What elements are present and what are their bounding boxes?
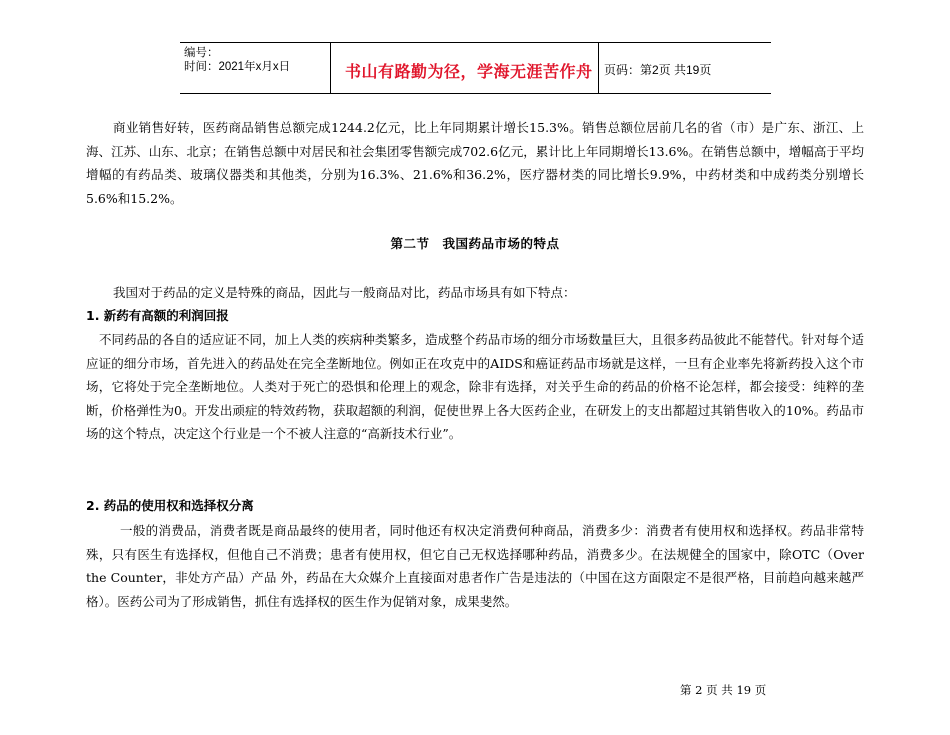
page-header <box>180 42 771 94</box>
number-label: 编号： <box>184 47 219 59</box>
paragraph-sales: 商业销售好转，医药商品销售总额完成1244.2亿元，比上年同期累计增长15.3%。销售总额位居前几名的省（市）是广东、浙江、上海、江苏、山东、北京；在销售总额中对居民和社会集团零售额完成702.6亿元，累计比上年同期增长13.6%。在销售总额中，增幅高于平均增幅的有药品类、玻璃仪器类和其他类，分别为16.3%、21.6%和36.2%，医疗器材类的同比增长9.9%，中药材类和中成药类分别增长5.6%和15.2%。 <box>86 120 864 206</box>
heading-1: 1. 新药有高额的利润回报 <box>86 308 229 323</box>
paragraph-rights: 一般的消费品，消费者既是商品最终的使用者，同时他还有权决定消费何种商品，消费多少：消费者有使用权和选择权。药品非常特殊，只有医生有选择权，但他自己不消费；患者有使用权，但它自己无权选择哪种药品，消费多少。在法规健全的国家中，除OTC（Over the Counter，非处方产品）产品 外，药品在大众媒介上直接面对患者作广告是违法的（中国在这方面限定不是很严格，目前趋向越来越严格）。医药公司为了形成销售，抓住有选择权的医生作为促销对象，成果斐然。 <box>86 523 864 609</box>
header-info-cell <box>180 43 330 93</box>
heading-2: 2. 药品的使用权和选择权分离 <box>86 498 254 513</box>
paragraph-intro: 我国对于药品的定义是特殊的商品，因此与一般商品对比，药品市场具有如下特点： <box>113 285 576 300</box>
motto-text: 书山有路勤为径，学海无涯苦作舟 <box>345 62 593 81</box>
section-title: 第二节 我国药品市场的特点 <box>390 236 560 251</box>
header-motto-cell <box>330 43 599 93</box>
footer-page-label: 第 2 页 共 19 页 <box>680 683 767 697</box>
header-page-label: 页码：第2页 共19页 <box>604 63 712 77</box>
time-label: 时间：2021年x月x日 <box>184 61 291 73</box>
paragraph-profit: 不同药品的各自的适应证不同，加上人类的疾病种类繁多，造成整个药品市场的细分市场数量巨大，且很多药品彼此不能替代。针对每个适应证的细分市场，首先进入的药品处在完全垄断地位。例如正在攻克中的AIDS和癌证药品市场就是这样，一旦有企业率先将新药投入这个市场，它将处于完全垄断地位。人类对于死亡的恐惧和伦理上的观念，除非有选择，对关乎生命的药品的价格不论怎样，都会接受：纯粹的垄断，价格弹性为0。开发出顽症的特效药物，获取超额的利润，促使世界上各大医药企业，在研发上的支出都超过其销售收入的10%。药品市场的这个特点，决定这个行业是一个不被人注意的“高新技术行业”。 <box>86 332 864 441</box>
header-page-cell <box>598 43 771 93</box>
